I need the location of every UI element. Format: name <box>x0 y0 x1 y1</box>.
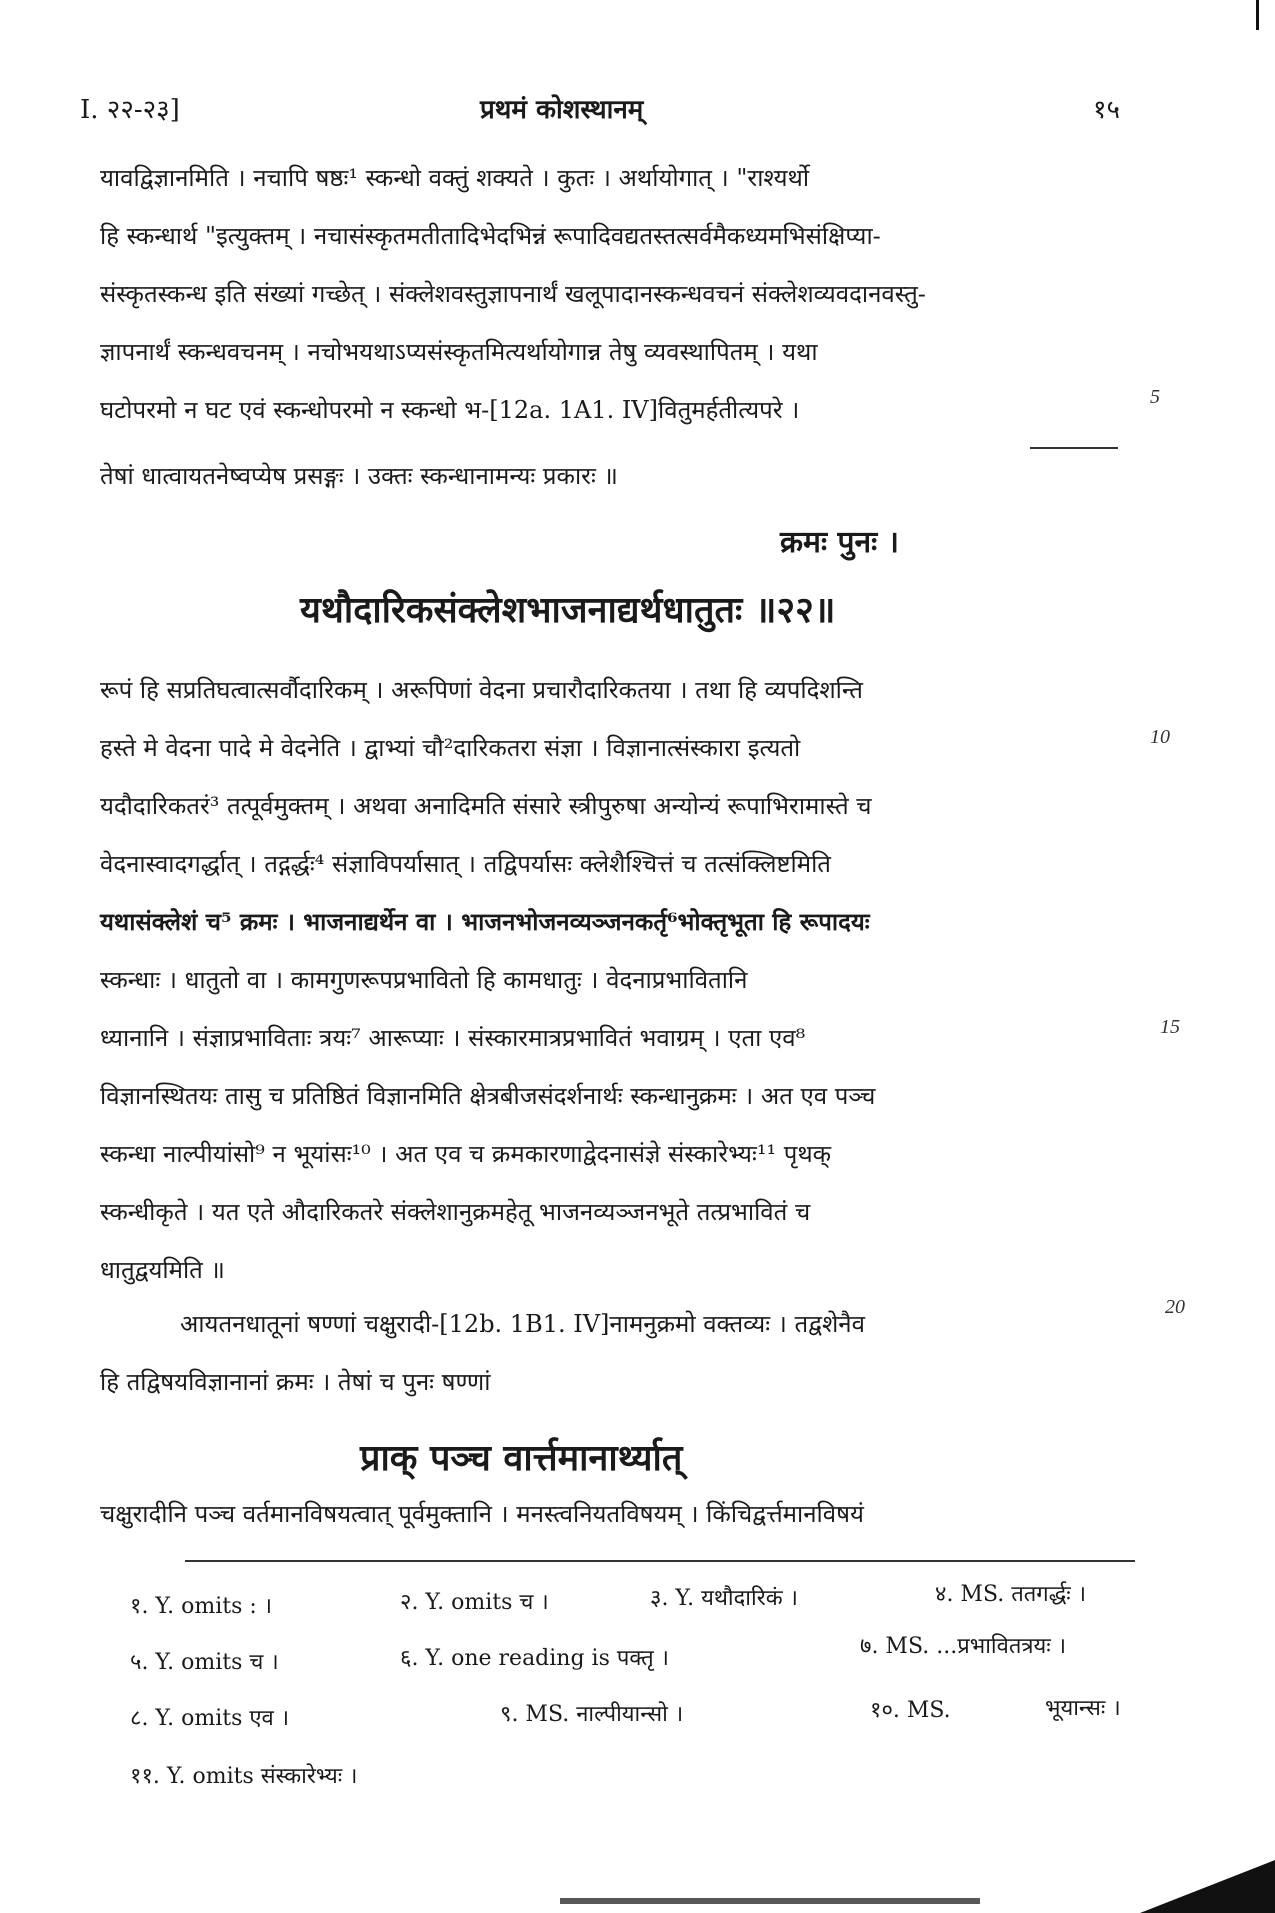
footnote: ५. Y. omits च । <box>130 1650 279 1675</box>
footnote: ११. Y. omits संस्कारेभ्यः । <box>130 1764 358 1789</box>
text-line: चक्षुरादीनि पञ्च वर्तमानविषयत्वात् पूर्वमुक्तानि । मनस्त्वनियतविषयम् । किंचिद्वर्त्तमानविषयं <box>100 1500 864 1528</box>
text-line: संस्कृतस्कन्ध इति संख्यां गच्छेत् । संक्लेशवस्तुज्ञापनार्थं खलूपादानस्कन्धवचनं संक्लेशव्यवदानवस्तु- <box>100 280 926 308</box>
text-line: वेदनास्वादगर्द्धात् । तद्गर्द्धः⁴ संज्ञाविपर्यासात् । तद्विपर्यासः क्लेशैश्चित्तं च तत्संक्लिष्टमिति <box>100 850 831 878</box>
text-line: यथासंक्लेशं च⁵ क्रमः । भाजनाद्यर्थेन वा । भाजनभोजनव्यञ्जनकर्तृ⁶भोक्तृभूता हि रूपादयः <box>100 907 870 936</box>
footnote: ६. Y. one reading is पक्तृ । <box>400 1646 670 1671</box>
text-line: स्कन्धा नाल्पीयांसो⁹ न भूयांसः¹⁰ । अत एव च क्रमकारणाद्वेदनासंज्ञे संस्कारेभ्यः¹¹ पृथक् <box>100 1140 832 1168</box>
footnote: ९. MS. नाल्पीयान्सो । <box>500 1702 684 1727</box>
footnote: १०. MS. <box>870 1698 951 1723</box>
text-line: धातुद्वयमिति ॥ <box>100 1256 225 1284</box>
margin-line-number: 5 <box>1150 386 1160 408</box>
text-line: तेषां धात्वायतनेष्वप्येष प्रसङ्गः । उक्तः स्कन्धानामन्यः प्रकारः ॥ <box>100 462 618 490</box>
text-line: रूपं हि सप्रतिघत्वात्सर्वौदारिकम् । अरूपिणां वेदना प्रचारौदारिकतया । तथा हि व्यपदिशन्ति <box>100 676 863 704</box>
underline-mark <box>1030 447 1118 449</box>
text-line: ध्यानानि । संज्ञाप्रभाविताः त्रयः⁷ आरूप्याः । संस्कारमात्रप्रभावितं भवाग्रम् । एता एव⁸ <box>100 1024 806 1052</box>
text-line: ज्ञापनार्थं स्कन्धवचनम् । नचोभयथाऽप्यसंस्कृतमित्यर्थायोगान्न तेषु व्यवस्थापितम् । यथा <box>100 338 818 366</box>
header-section-ref: I. २२-२३] <box>80 95 180 125</box>
margin-line-number: 10 <box>1150 726 1170 748</box>
margin-line-number: 20 <box>1165 1296 1185 1318</box>
verse-heading: यथौदारिकसंक्लेशभाजनाद्यर्थधातुतः ॥२२॥ <box>300 589 836 631</box>
text-line: यावद्विज्ञानमिति । नचापि षष्ठः¹ स्कन्धो वक्तुं शक्यते । कुतः । अर्थायोगात् । "राश्यर्थो <box>100 164 810 192</box>
footnote: ७. MS. ...प्रभावितत्रयः । <box>860 1634 1067 1659</box>
footnote-separator <box>185 1560 1135 1562</box>
page-number: १५ <box>1092 95 1120 125</box>
text-line: हस्ते मे वेदना पादे मे वेदनेति । द्वाभ्यां चौ²दारिकतरा संज्ञा । विज्ञानात्संस्कारा इत्यतो <box>100 734 801 762</box>
scan-edge <box>560 1898 980 1904</box>
footnote: २. Y. omits च । <box>400 1590 549 1615</box>
text-line: स्कन्धीकृते । यत एते औदारिकतरे संक्लेशानुक्रमहेतू भाजनव्यञ्जनभूते तत्प्रभावितं च <box>100 1198 811 1226</box>
running-header <box>80 90 1120 134</box>
section-heading: क्रमः पुनः । <box>780 525 900 560</box>
scan-edge <box>1256 0 1259 30</box>
text-line: स्कन्धाः । धातुतो वा । कामगुणरूपप्रभावितो हि कामधातुः । वेदनाप्रभावितानि <box>100 966 748 994</box>
footnote: १. Y. omits : । <box>130 1594 273 1619</box>
text-line: घटोपरमो न घट एवं स्कन्धोपरमो न स्कन्धो भ-[12a. 1A1. IV]वितुमर्हतीत्यपरे । <box>100 396 800 424</box>
text-line: हि स्कन्धार्थ "इत्युक्तम् । नचासंस्कृतमतीतादिभेदभिन्नं रूपादिवद्यतस्तत्सर्वमैकध्यमभिसंक्षिप्या- <box>100 222 881 250</box>
footnote: ४. MS. ततगर्द्धः । <box>935 1582 1087 1607</box>
footnote: ८. Y. omits एव । <box>130 1706 290 1731</box>
footnote: भूयान्सः । <box>1045 1696 1121 1721</box>
verse-heading: प्राक् पञ्च वार्त्तमानार्थ्यात् <box>360 1437 683 1479</box>
margin-line-number: 15 <box>1160 1016 1180 1038</box>
text-line: आयतनधातूनां षण्णां चक्षुरादी-[12b. 1B1. IV]नामनुक्रमो वक्तव्यः । तद्वशेनैव <box>180 1310 865 1338</box>
footnote: ३. Y. यथौदारिकं । <box>650 1586 798 1611</box>
text-line: यदौदारिकतरं³ तत्पूर्वमुक्तम् । अथवा अनादिमति संसारे स्त्रीपुरुषा अन्योन्यं रूपाभिरामास्ते च <box>100 792 872 820</box>
text-line: हि तद्विषयविज्ञानानां क्रमः । तेषां च पुनः षण्णां <box>100 1368 491 1396</box>
scan-shadow <box>1140 1860 1275 1913</box>
header-chapter-title: प्रथमं कोशस्थानम् <box>480 95 644 125</box>
text-line: विज्ञानस्थितयः तासु च प्रतिष्ठितं विज्ञानमिति क्षेत्रबीजसंदर्शनार्थः स्कन्धानुक्रमः । अत एव पञ्च <box>100 1082 876 1110</box>
